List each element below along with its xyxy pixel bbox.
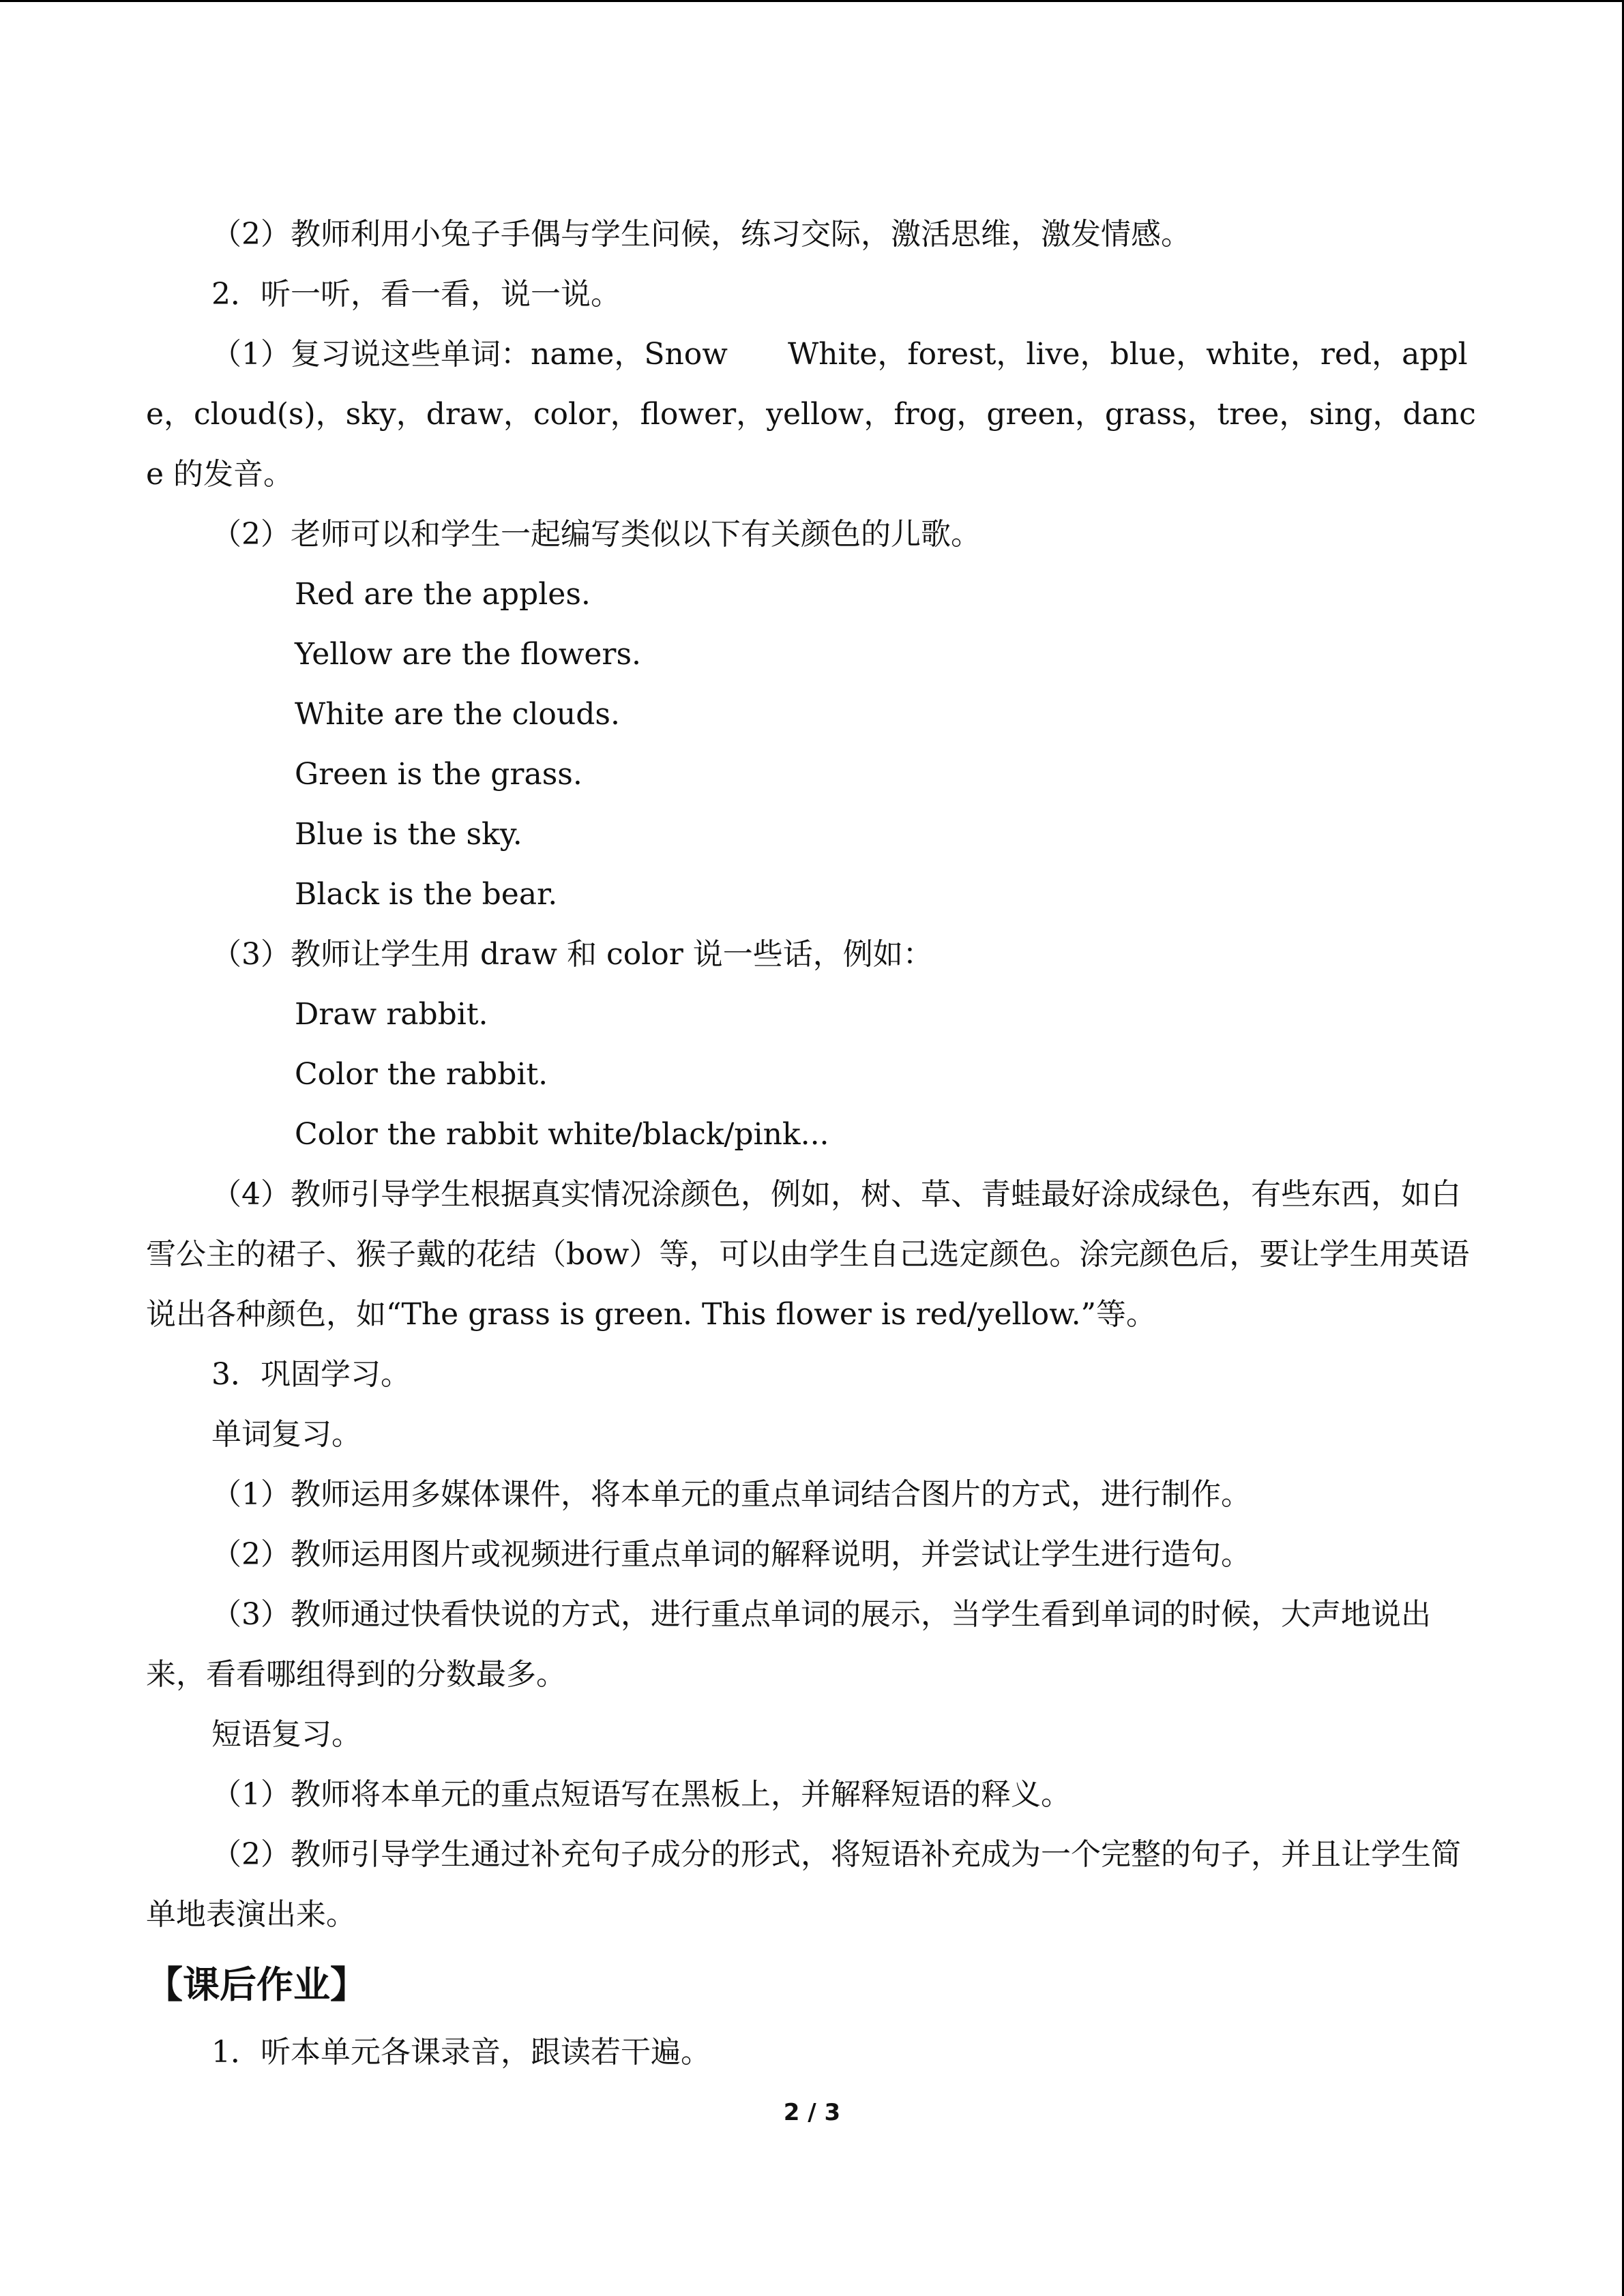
- paragraph-word-review-2: （2）教师运用图片或视频进行重点单词的解释说明，并尝试让学生进行造句。: [211, 1537, 1251, 1572]
- page-number: 2 / 3: [783, 2099, 841, 2126]
- rhyme-line: Green is the grass.: [295, 757, 582, 792]
- paragraph-vocabulary-review: （1）复习说这些单词：name，Snow White，forest，live，blue，white，red，apple，cloud(s)，sky，draw，color，flower，yellow，frog，green，grass，tree，sing，dance 的发音。: [146, 337, 1476, 492]
- paragraph-word-review-3: （3）教师通过快看快说的方式，进行重点单词的展示，当学生看到单词的时候，大声地说出来，看看哪组得到的分数最多。: [146, 1597, 1431, 1692]
- paragraph-word-review-1: （1）教师运用多媒体课件，将本单元的重点单词结合图片的方式，进行制作。: [211, 1477, 1251, 1512]
- paragraph-draw-color-intro: （3）教师让学生用 draw 和 color 说一些话，例如：: [211, 937, 933, 972]
- rhyme-line: Blue is the sky.: [295, 817, 522, 852]
- subsection-word-review: 单词复习。: [211, 1417, 361, 1452]
- example-line: Draw rabbit.: [295, 997, 488, 1032]
- subsection-phrase-review: 短语复习。: [211, 1717, 361, 1752]
- rhyme-line: White are the clouds.: [295, 697, 620, 732]
- paragraph-coloring-guide: （4）教师引导学生根据真实情况涂颜色，例如，树、草、青蛙最好涂成绿色，有些东西，如白雪公主的裙子、猴子戴的花结（bow）等，可以由学生自己选定颜色。涂完颜色后，要让学生用英语说出各种颜色，如“The grass is green. This flower is red/yellow.”等。: [146, 1177, 1470, 1332]
- homework-heading: 【课后作业】: [146, 1963, 367, 2006]
- paragraph-greeting: （2）教师利用小兔子手偶与学生问候，练习交际，激活思维，激发情感。: [211, 217, 1191, 252]
- example-line: Color the rabbit white/black/pink...: [295, 1117, 829, 1152]
- paragraph-phrase-review-2: （2）教师引导学生通过补充句子成分的形式，将短语补充成为一个完整的句子，并且让学生简单地表演出来。: [146, 1837, 1461, 1932]
- paragraph-rhyme-intro: （2）老师可以和学生一起编写类似以下有关颜色的儿歌。: [211, 517, 981, 552]
- example-line: Color the rabbit.: [295, 1057, 548, 1092]
- rhyme-line: Red are the apples.: [295, 577, 591, 612]
- rhyme-line: Yellow are the flowers.: [295, 637, 642, 672]
- paragraph-phrase-review-1: （1）教师将本单元的重点短语写在黑板上，并解释短语的释义。: [211, 1777, 1071, 1812]
- document-body: [146, 205, 1483, 2083]
- example-sentences: [146, 985, 1483, 1165]
- rhyme-line: Black is the bear.: [295, 877, 558, 912]
- section-listen-look-say: 2．听一听，看一看，说一说。: [211, 277, 621, 312]
- section-consolidation: 3．巩固学习。: [211, 1357, 411, 1392]
- color-rhyme: [146, 565, 1483, 925]
- homework-item: 1．听本单元各课录音，跟读若干遍。: [211, 2035, 711, 2070]
